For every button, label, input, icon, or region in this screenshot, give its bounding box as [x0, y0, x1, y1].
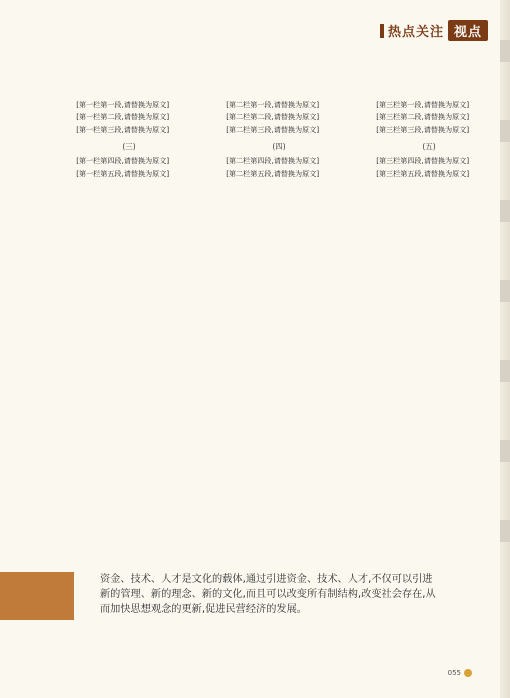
- pull-quote: [0, 572, 510, 620]
- paragraph: [第一栏第五段,请替换为原文]: [76, 168, 170, 178]
- column-2: [212, 100, 346, 181]
- paragraph: [第二栏第五段,请替换为原文]: [226, 168, 320, 178]
- paragraph: [第二栏第三段,请替换为原文]: [226, 124, 320, 134]
- paragraph: [第二栏第四段,请替换为原文]: [226, 156, 320, 166]
- page-edge: [500, 0, 510, 698]
- paragraph: [第三栏第四段,请替换为原文]: [376, 156, 470, 166]
- edge-tab: [500, 280, 510, 302]
- edge-tab: [500, 360, 510, 382]
- pull-quote-text: 资金、技术、人才是文化的载体,通过引进资金、技术、人才,不仅可以引进新的管理、新的理念、新的文化,而且可以改变所有制结构,改变社会存在,从而加快思想观念的更新,促进民营经济的发展。: [100, 574, 436, 615]
- paragraph: [第三栏第三段,请替换为原文]: [376, 124, 470, 134]
- edge-tab: [500, 440, 510, 462]
- paragraph: [第一栏第二段,请替换为原文]: [76, 112, 170, 122]
- section-box-label: 视点: [448, 20, 488, 41]
- paragraph: [第三栏第一段,请替换为原文]: [376, 100, 470, 109]
- page-number: [448, 669, 472, 677]
- section-header: [380, 20, 488, 41]
- paragraph: [第一栏第一段,请替换为原文]: [76, 100, 170, 109]
- page-number-dot-icon: [464, 669, 472, 677]
- paragraph: [第二栏第二段,请替换为原文]: [226, 112, 320, 122]
- paragraph: [第二栏第一段,请替换为原文]: [226, 100, 320, 109]
- paragraph: [第三栏第二段,请替换为原文]: [376, 112, 470, 122]
- article-columns: [62, 100, 496, 181]
- edge-tab: [500, 40, 510, 62]
- section-number: (三): [122, 142, 136, 152]
- quote-accent-block: [0, 572, 74, 620]
- section-number: (四): [272, 142, 286, 152]
- page-number-text: 055: [447, 669, 461, 677]
- edge-tab: [500, 120, 510, 142]
- paragraph: [第三栏第五段,请替换为原文]: [376, 168, 470, 178]
- paragraph: [第一栏第四段,请替换为原文]: [76, 156, 170, 166]
- section-label: 热点关注: [387, 25, 444, 40]
- edge-tab: [500, 520, 510, 542]
- column-3: [362, 100, 496, 181]
- header-accent-bar: [380, 24, 384, 38]
- edge-tab: [500, 200, 510, 222]
- section-number: (五): [422, 142, 436, 152]
- column-1: [62, 100, 196, 181]
- paragraph: [第一栏第三段,请替换为原文]: [76, 124, 170, 134]
